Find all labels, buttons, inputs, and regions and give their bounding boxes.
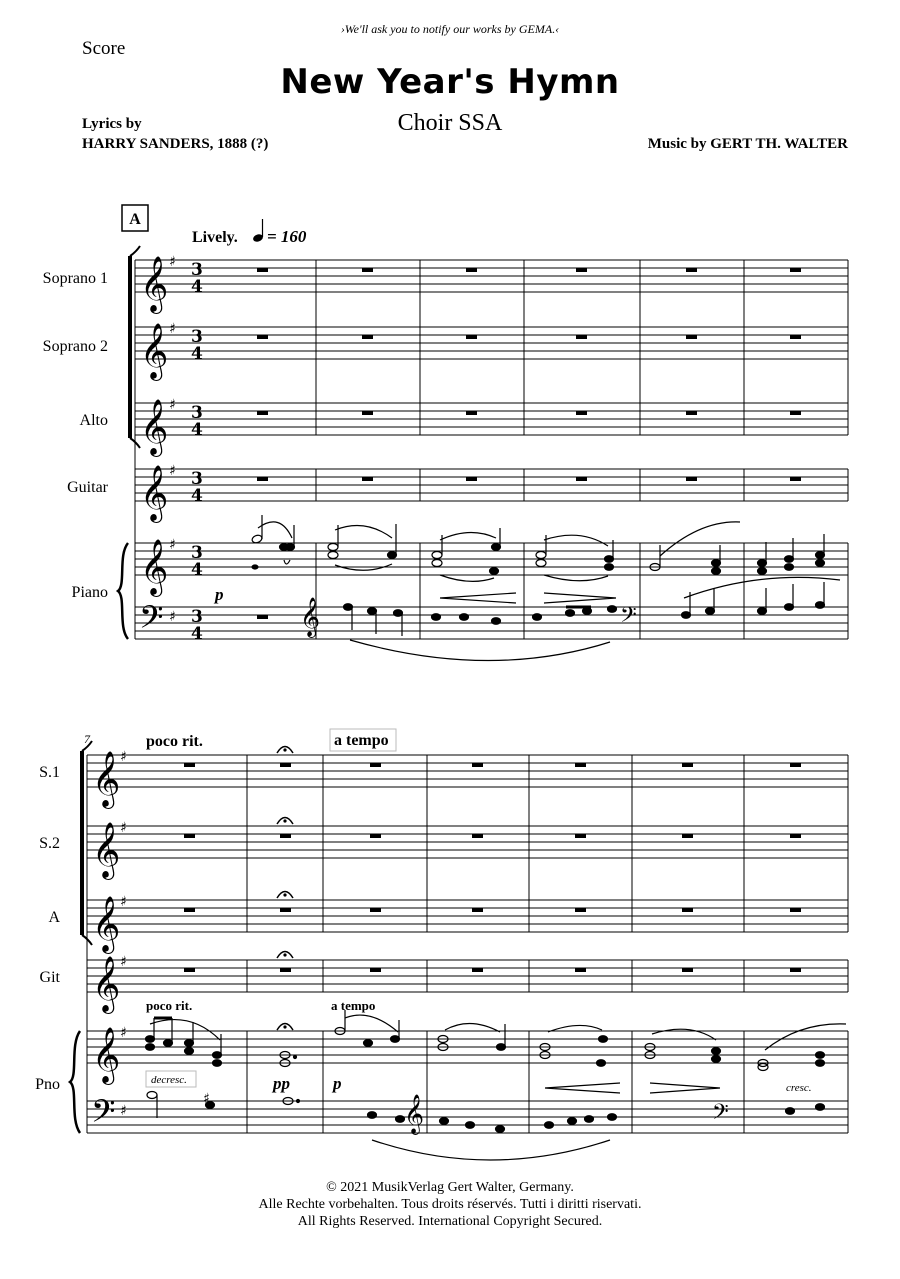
whole-rests-system-2 <box>184 763 801 972</box>
svg-text:4: 4 <box>191 277 203 297</box>
staff-soprano-2 <box>135 327 848 359</box>
bass-clef-change-icon: 𝄢 <box>620 603 637 633</box>
svg-text:4: 4 <box>191 560 203 580</box>
staff-piano-bass <box>135 607 848 639</box>
treble-clef-change-icon: 𝄞 <box>300 597 321 637</box>
instrument-label-a: A <box>48 909 60 926</box>
rights-line: Alle Rechte vorbehalten. Tous droits réservés. Tutti i diritti riservati. <box>258 1197 642 1212</box>
instrument-label-git: Git <box>39 969 60 986</box>
staff-s1 <box>87 755 848 787</box>
lyrics-credit-label: Lyrics by <box>82 116 142 132</box>
treble-clef-icon: 𝄞 <box>92 751 121 807</box>
piano-brace-2 <box>70 1031 80 1133</box>
treble-clef-change-icon: 𝄞 <box>404 1094 425 1134</box>
time-signatures <box>191 260 203 644</box>
svg-text:3: 3 <box>191 607 203 627</box>
bass-clef-icon: 𝄢 <box>91 1093 116 1137</box>
a-tempo-label: a tempo <box>334 732 389 749</box>
svg-text:4: 4 <box>191 420 203 440</box>
score-label: Score <box>82 38 126 59</box>
treble-clef-icon: 𝄞 <box>140 399 169 455</box>
sharp-icon: ♯ <box>120 954 127 970</box>
staff-a <box>87 900 848 932</box>
instrument-label-soprano-2: Soprano 2 <box>42 338 108 355</box>
system-1 <box>43 205 848 661</box>
staff-git <box>87 960 848 992</box>
staff-soprano-1 <box>135 260 848 292</box>
piano-brace <box>118 543 128 639</box>
decresc-label: decresc. <box>151 1074 187 1086</box>
treble-clef-icon: 𝄞 <box>140 256 169 312</box>
staff-alto <box>135 403 848 435</box>
sharp-icon: ♯ <box>169 463 176 479</box>
dynamic-pp: pp <box>273 1074 290 1093</box>
sharp-icon: ♯ <box>203 1091 210 1107</box>
copyright-line: © 2021 MusikVerlag Gert Walter, Germany. <box>326 1180 574 1195</box>
lyrics-credit-name: HARRY SANDERS, 1888 (?) <box>82 136 269 152</box>
piano-poco-rit-label: poco rit. <box>146 998 193 1013</box>
instrument-label-soprano-1: Soprano 1 <box>42 270 108 287</box>
treble-clef-icon: 𝄞 <box>140 465 169 521</box>
treble-clef-icon: 𝄞 <box>92 1027 121 1083</box>
bass-clef-change-icon: 𝄢 <box>712 1100 729 1130</box>
staff-guitar <box>135 469 848 501</box>
measure-number: 7 <box>84 732 90 746</box>
rehearsal-mark: A <box>129 211 141 228</box>
svg-text:4: 4 <box>191 486 203 506</box>
svg-text:4: 4 <box>191 344 203 364</box>
sharp-icon: ♯ <box>120 894 127 910</box>
instrument-label-guitar: Guitar <box>67 479 108 496</box>
sharp-icon: ♯ <box>120 1025 127 1041</box>
svg-text:3: 3 <box>191 260 203 280</box>
cresc-label: cresc. <box>786 1082 812 1094</box>
staff-pno-treble <box>87 1031 848 1063</box>
sharp-icon: ♯ <box>169 254 176 270</box>
page-subtitle: Choir SSA <box>397 110 503 136</box>
dynamic-piano-p: p <box>215 585 224 604</box>
tempo-value: = 160 <box>267 227 307 246</box>
treble-clef-icon: 𝄞 <box>92 822 121 878</box>
sharp-icon: ♯ <box>169 537 176 553</box>
sharp-icon: ♯ <box>169 397 176 413</box>
svg-text:3: 3 <box>191 469 203 489</box>
barlines-system-2 <box>87 755 848 1133</box>
treble-clef-icon: 𝄞 <box>92 896 121 952</box>
rights-line-english: All Rights Reserved. International Copyright Secured. <box>297 1214 603 1229</box>
sharp-icon: ♯ <box>120 749 127 765</box>
fermata-icons <box>277 747 293 1031</box>
page-title: New Year's Hymn <box>280 62 620 102</box>
svg-text:3: 3 <box>191 403 203 423</box>
instrument-label-alto: Alto <box>79 412 108 429</box>
svg-text:3: 3 <box>191 543 203 563</box>
treble-clef-icon: 𝄞 <box>92 956 121 1012</box>
tempo-text: Lively. <box>192 229 238 246</box>
sharp-icon: ♯ <box>169 321 176 337</box>
sharp-icon: ♯ <box>120 820 127 836</box>
bass-clef-icon: 𝄢 <box>139 599 164 643</box>
quarter-note-icon <box>252 219 264 243</box>
copyright-footer <box>0 1179 900 1230</box>
sharp-icon: ♯ <box>120 1103 127 1119</box>
instrument-label-s2: S.2 <box>39 835 60 852</box>
piano-a-tempo-label: a tempo <box>331 998 376 1013</box>
gema-notice: ›We'll ask you to notify our works by GEMA.‹ <box>340 22 560 36</box>
piano-notes-system-2 <box>146 1010 847 1160</box>
dynamic-p: p <box>333 1074 342 1093</box>
svg-text:4: 4 <box>191 624 203 644</box>
instrument-label-pno: Pno <box>35 1076 60 1093</box>
sharp-icon: ♯ <box>169 609 176 625</box>
poco-rit-label: poco rit. <box>146 733 203 750</box>
instrument-label-s1: S.1 <box>39 764 60 781</box>
staff-s2 <box>87 826 848 858</box>
svg-text:3: 3 <box>191 327 203 347</box>
treble-clef-icon: 𝄞 <box>140 323 169 379</box>
system-2 <box>35 729 848 1160</box>
treble-clef-icon: 𝄞 <box>140 539 169 595</box>
music-credit: Music by GERT TH. WALTER <box>647 136 848 152</box>
instrument-label-piano: Piano <box>71 584 108 601</box>
